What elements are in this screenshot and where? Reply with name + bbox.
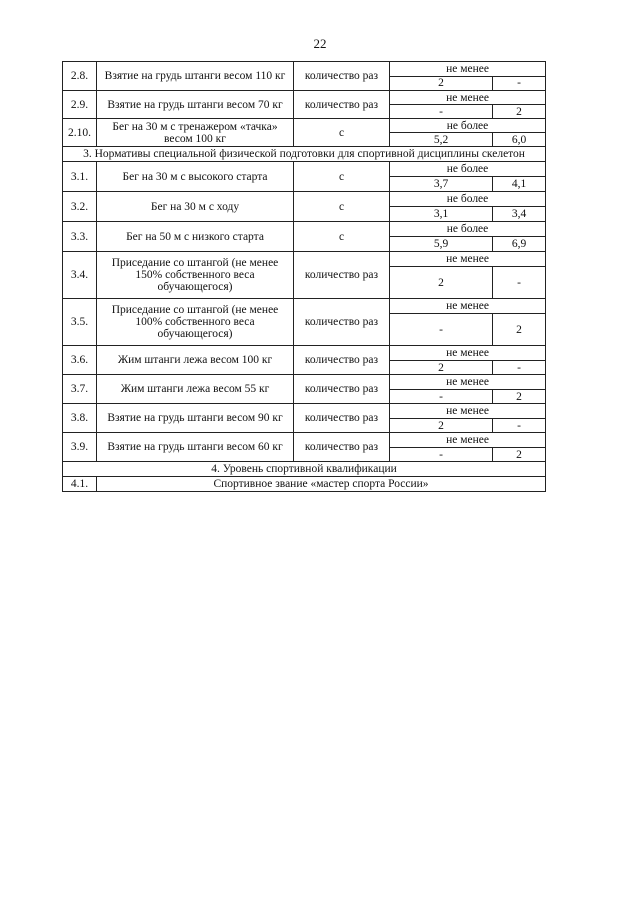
row-number: 3.9. (63, 433, 97, 462)
condition: не менее (390, 346, 546, 361)
value-1: 2 (390, 419, 493, 433)
value-1: - (390, 314, 493, 346)
unit: с (294, 222, 390, 252)
row-number: 2.9. (63, 91, 97, 119)
section-4-title: 4. Уровень спортивной квалификации (63, 462, 546, 477)
value-1: - (390, 390, 493, 404)
unit: количество раз (294, 375, 390, 404)
test-name: Взятие на грудь штанги весом 90 кг (97, 404, 294, 433)
condition: не менее (390, 433, 546, 448)
value-2: 4,1 (493, 177, 546, 192)
test-name: Взятие на грудь штанги весом 110 кг (97, 62, 294, 91)
test-name: Бег на 30 м с высокого старта (97, 162, 294, 192)
row-number: 3.6. (63, 346, 97, 375)
value-1: 3,1 (390, 207, 493, 222)
condition: не более (390, 192, 546, 207)
value-2: 2 (493, 448, 546, 462)
table-row (63, 375, 546, 390)
test-name: Жим штанги лежа весом 100 кг (97, 346, 294, 375)
test-name: Бег на 30 м с тренажером «тачка» весом 100 кг (97, 119, 294, 147)
value-2: 2 (493, 390, 546, 404)
page-number: 22 (313, 36, 327, 51)
value-2: 2 (493, 105, 546, 119)
value-1: - (390, 105, 493, 119)
row-number: 3.7. (63, 375, 97, 404)
table-row (63, 404, 546, 419)
unit: количество раз (294, 299, 390, 346)
table-row (63, 162, 546, 177)
value-1: 2 (390, 76, 493, 91)
condition: не более (390, 119, 546, 133)
table-row (63, 477, 546, 492)
value-2: - (493, 76, 546, 91)
value-1: 3,7 (390, 177, 493, 192)
test-name: Взятие на грудь штанги весом 70 кг (97, 91, 294, 119)
value-2: - (493, 267, 546, 299)
value-2: 6,9 (493, 237, 546, 252)
value-2: 6,0 (493, 133, 546, 147)
value-1: 2 (390, 267, 493, 299)
unit: количество раз (294, 433, 390, 462)
condition: не менее (390, 375, 546, 390)
value-1: 5,9 (390, 237, 493, 252)
table-row (63, 299, 546, 314)
value-2: - (493, 361, 546, 375)
row-number: 3.5. (63, 299, 97, 346)
table-row (63, 62, 546, 77)
condition: не более (390, 162, 546, 177)
value-2: 2 (493, 314, 546, 346)
test-name: Жим штанги лежа весом 55 кг (97, 375, 294, 404)
row-number: 2.8. (63, 62, 97, 91)
table-row (63, 192, 546, 207)
unit: количество раз (294, 346, 390, 375)
unit: количество раз (294, 91, 390, 119)
qualification-text: Спортивное звание «мастер спорта России» (97, 477, 546, 492)
value-2: - (493, 419, 546, 433)
test-name: Бег на 50 м с низкого старта (97, 222, 294, 252)
test-name: Бег на 30 м с ходу (97, 192, 294, 222)
row-number: 3.4. (63, 252, 97, 299)
condition: не менее (390, 91, 546, 105)
table-row (63, 119, 546, 133)
unit: с (294, 119, 390, 147)
row-number: 3.3. (63, 222, 97, 252)
table-row (63, 346, 546, 361)
row-number: 3.1. (63, 162, 97, 192)
unit: с (294, 162, 390, 192)
test-name: Приседание со штангой (не менее 100% собственного веса обучающегося) (97, 299, 294, 346)
row-number: 4.1. (63, 477, 97, 492)
condition: не менее (390, 62, 546, 77)
unit: количество раз (294, 404, 390, 433)
value-1: 5,2 (390, 133, 493, 147)
row-number: 3.2. (63, 192, 97, 222)
table-row (63, 252, 546, 267)
norms-table (62, 61, 546, 492)
row-number: 3.8. (63, 404, 97, 433)
value-2: 3,4 (493, 207, 546, 222)
table-row (63, 433, 546, 448)
condition: не более (390, 222, 546, 237)
table-row (63, 91, 546, 105)
row-number: 2.10. (63, 119, 97, 147)
condition: не менее (390, 252, 546, 267)
table-row (63, 222, 546, 237)
condition: не менее (390, 404, 546, 419)
test-name: Приседание со штангой (не менее 150% собственного веса обучающегося) (97, 252, 294, 299)
unit: с (294, 192, 390, 222)
test-name: Взятие на грудь штанги весом 60 кг (97, 433, 294, 462)
value-1: 2 (390, 361, 493, 375)
unit: количество раз (294, 252, 390, 299)
section-3-title: 3. Нормативы специальной физической подготовки для спортивной дисциплины скелетон (63, 147, 546, 162)
value-1: - (390, 448, 493, 462)
unit: количество раз (294, 62, 390, 91)
condition: не менее (390, 299, 546, 314)
